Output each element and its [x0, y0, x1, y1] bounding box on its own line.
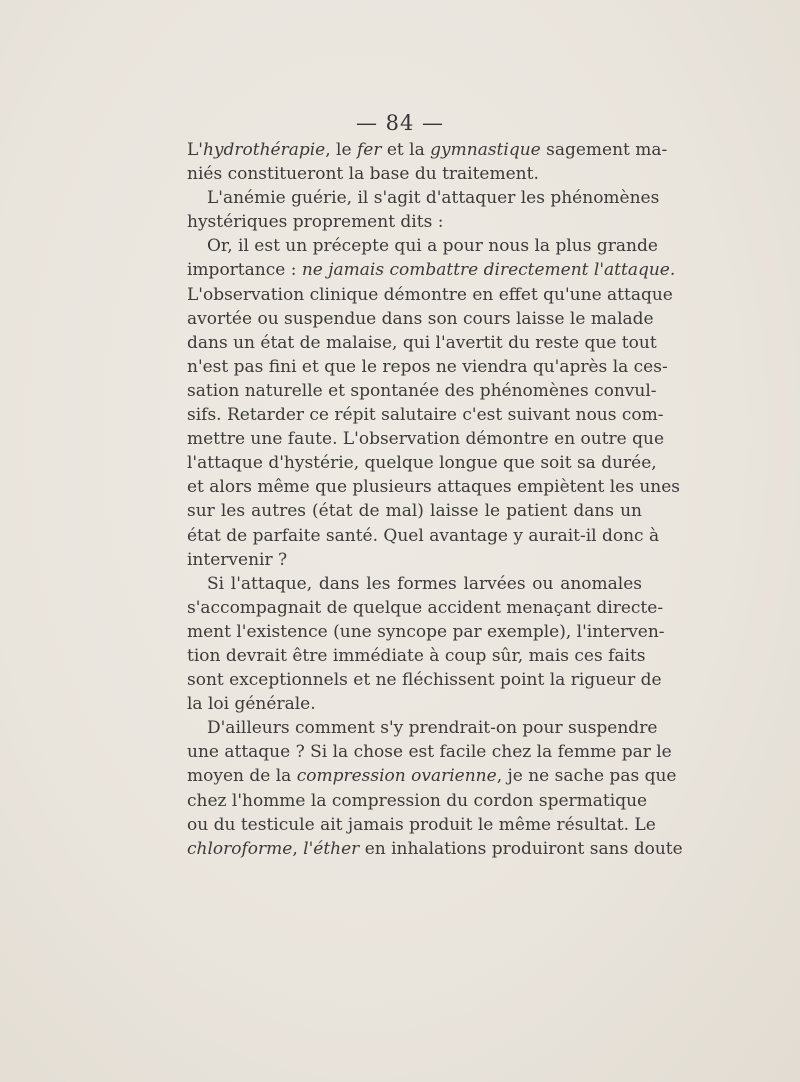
text-line — [187, 644, 646, 668]
text-line — [187, 451, 657, 475]
text-line — [187, 524, 660, 548]
text-line — [187, 403, 664, 427]
text-line — [187, 764, 677, 788]
text-span: en inhalations produiront sans doute — [359, 838, 683, 859]
text-span: intervenir ? — [187, 549, 288, 570]
text-span: sifs. Retarder ce répit salutaire c'est suivant nous com- — [187, 405, 664, 426]
text-span: état de parfaite santé. Quel avantage y aurait-il donc à — [187, 525, 660, 546]
italic-text: gymnastique — [430, 140, 541, 160]
italic-text: ne jamais combattre directement l'attaque. — [301, 260, 676, 281]
text-span: importance : — [187, 260, 302, 281]
text-span: sont exceptionnels et ne fléchissent point la rigueur de — [187, 670, 662, 691]
text-line — [187, 620, 665, 644]
text-span: L' — [187, 140, 203, 160]
italic-text: fer — [356, 140, 382, 160]
text-span: dans un état de malaise, qui l'avertit du reste que tout — [187, 332, 657, 353]
text-line — [187, 186, 660, 210]
text-span: sagement ma- — [540, 140, 668, 160]
text-span: avortée ou suspendue dans son cours laisse le malade — [187, 308, 654, 329]
text-span: l'attaque d'hystérie, quelque longue que soit sa durée, — [187, 453, 657, 474]
text-span: Or, il est un précepte qui a pour nous la plus grande — [207, 236, 658, 257]
text-span: ou du testicule ait jamais produit le même résultat. Le — [187, 814, 656, 835]
text-line — [187, 716, 658, 740]
italic-text: chloroforme — [187, 838, 293, 859]
page-number: — 84 — — [355, 111, 445, 135]
text-line — [187, 668, 662, 692]
text-span: L'anémie guérie, il s'agit d'attaquer les phénomènes — [207, 188, 660, 209]
text-span: moyen de la — [187, 766, 297, 787]
text-span: mettre une faute. L'observation démontre en outre que — [187, 429, 665, 450]
italic-text: compression ovarienne — [296, 766, 497, 787]
text-span: s'accompagnait de quelque accident menaçant directe- — [187, 597, 664, 618]
text-line — [187, 837, 683, 861]
text-span: Si l'attaque, dans les formes larvées ou anomales — [207, 573, 642, 594]
text-line — [187, 789, 648, 813]
text-span: et alors même que plusieurs attaques empiètent les unes — [187, 477, 681, 498]
text-line — [187, 234, 658, 258]
text-span: , le — [325, 140, 357, 160]
text-span: tion devrait être immédiate à coup sûr, mais ces faits — [187, 645, 646, 666]
text-span: , — [292, 838, 304, 859]
text-line — [187, 813, 656, 837]
text-line — [187, 548, 642, 572]
text-line — [187, 138, 668, 162]
text-line — [187, 210, 642, 234]
text-line — [187, 331, 657, 355]
text-span: n'est pas fini et que le repos ne viendra qu'après la ces- — [187, 356, 668, 377]
italic-text: hydrothérapie — [202, 140, 326, 160]
text-line — [187, 475, 681, 499]
text-span: hystériques proprement dits : — [187, 212, 444, 233]
text-line — [187, 499, 642, 523]
text-span: L'observation clinique démontre en effet qu'une attaque — [187, 284, 673, 305]
text-span: la loi générale. — [187, 694, 316, 715]
text-line — [187, 307, 654, 331]
text-line — [187, 572, 642, 596]
text-line — [187, 692, 642, 716]
text-span: sation naturelle et spontanée des phénomènes convul- — [187, 380, 657, 401]
text-line — [187, 427, 665, 451]
text-line — [187, 740, 672, 764]
text-line — [187, 596, 664, 620]
text-line — [187, 283, 673, 307]
text-span: ment l'existence (une syncope par exemple), l'interven- — [187, 621, 665, 642]
italic-text: l'éther — [303, 838, 360, 859]
text-span: D'ailleurs comment s'y prendrait-on pour suspendre — [207, 718, 658, 739]
text-line — [187, 355, 668, 379]
text-span: une attaque ? Si la chose est facile chez la femme par le — [187, 742, 672, 763]
text-span: niés constitueront la base du traitement. — [187, 164, 539, 185]
text-span: et la — [381, 140, 431, 160]
text-line — [187, 162, 642, 186]
body-text — [187, 138, 683, 861]
text-span: , je ne sache pas que — [496, 766, 677, 787]
text-span: chez l'homme la compression du cordon spermatique — [187, 790, 648, 811]
text-line — [187, 258, 676, 282]
text-line — [187, 379, 657, 403]
text-span: sur les autres (état de mal) laisse le patient dans un — [187, 501, 642, 522]
